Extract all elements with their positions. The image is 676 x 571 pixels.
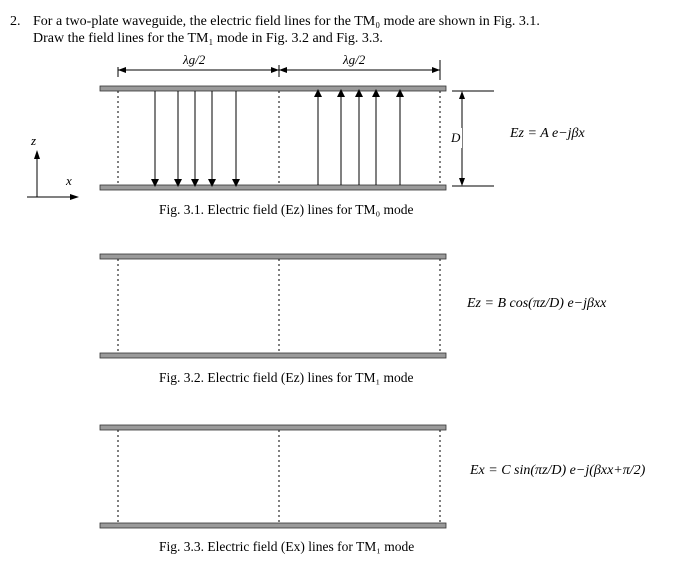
question-number: 2.	[10, 14, 21, 29]
fig1-lambda-right-label: λg/2	[343, 52, 366, 67]
fig3-top-plate	[100, 425, 446, 430]
fig3-bottom-plate	[100, 523, 446, 528]
question-line-1: For a two-plate waveguide, the electric field lines for the TM₀ mode are shown in Fig. 3.1.	[33, 14, 540, 29]
question-line-2: Draw the field lines for the TM₁ mode in Fig. 3.2 and Fig. 3.3.	[33, 31, 383, 46]
fig1-d-label: D	[451, 130, 461, 145]
fig1-top-plate	[100, 86, 446, 91]
fig1-bottom-plate	[100, 185, 446, 190]
fig1-axis-x-label: x	[66, 173, 72, 188]
fig1-field-lines-up	[318, 93, 400, 185]
fig1-lambda-left-label: λg/2	[183, 52, 206, 67]
fig2-equation: Ez = B cos(πz/D) e−jβxx	[467, 296, 607, 311]
fig1-diagram	[27, 60, 494, 200]
fig3-equation: Ex = C sin(πz/D) e−j(βxx+π/2)	[470, 463, 646, 478]
fig1-equation: Ez = A e−jβx	[510, 126, 585, 141]
fig1-axis-z-label: z	[31, 133, 37, 148]
fig2-diagram	[100, 254, 446, 358]
fig2-caption: Fig. 3.2. Electric field (Ez) lines for TM₁ mode	[159, 370, 414, 385]
fig3-caption: Fig. 3.3. Electric field (Ex) lines for TM₁ mode	[159, 539, 415, 554]
fig2-bottom-plate	[100, 353, 446, 358]
fig3-diagram	[100, 425, 446, 528]
fig1-field-lines-down	[155, 91, 236, 183]
fig2-top-plate	[100, 254, 446, 259]
fig1-caption: Fig. 3.1. Electric field (Ez) lines for TM₀ mode	[159, 202, 414, 217]
